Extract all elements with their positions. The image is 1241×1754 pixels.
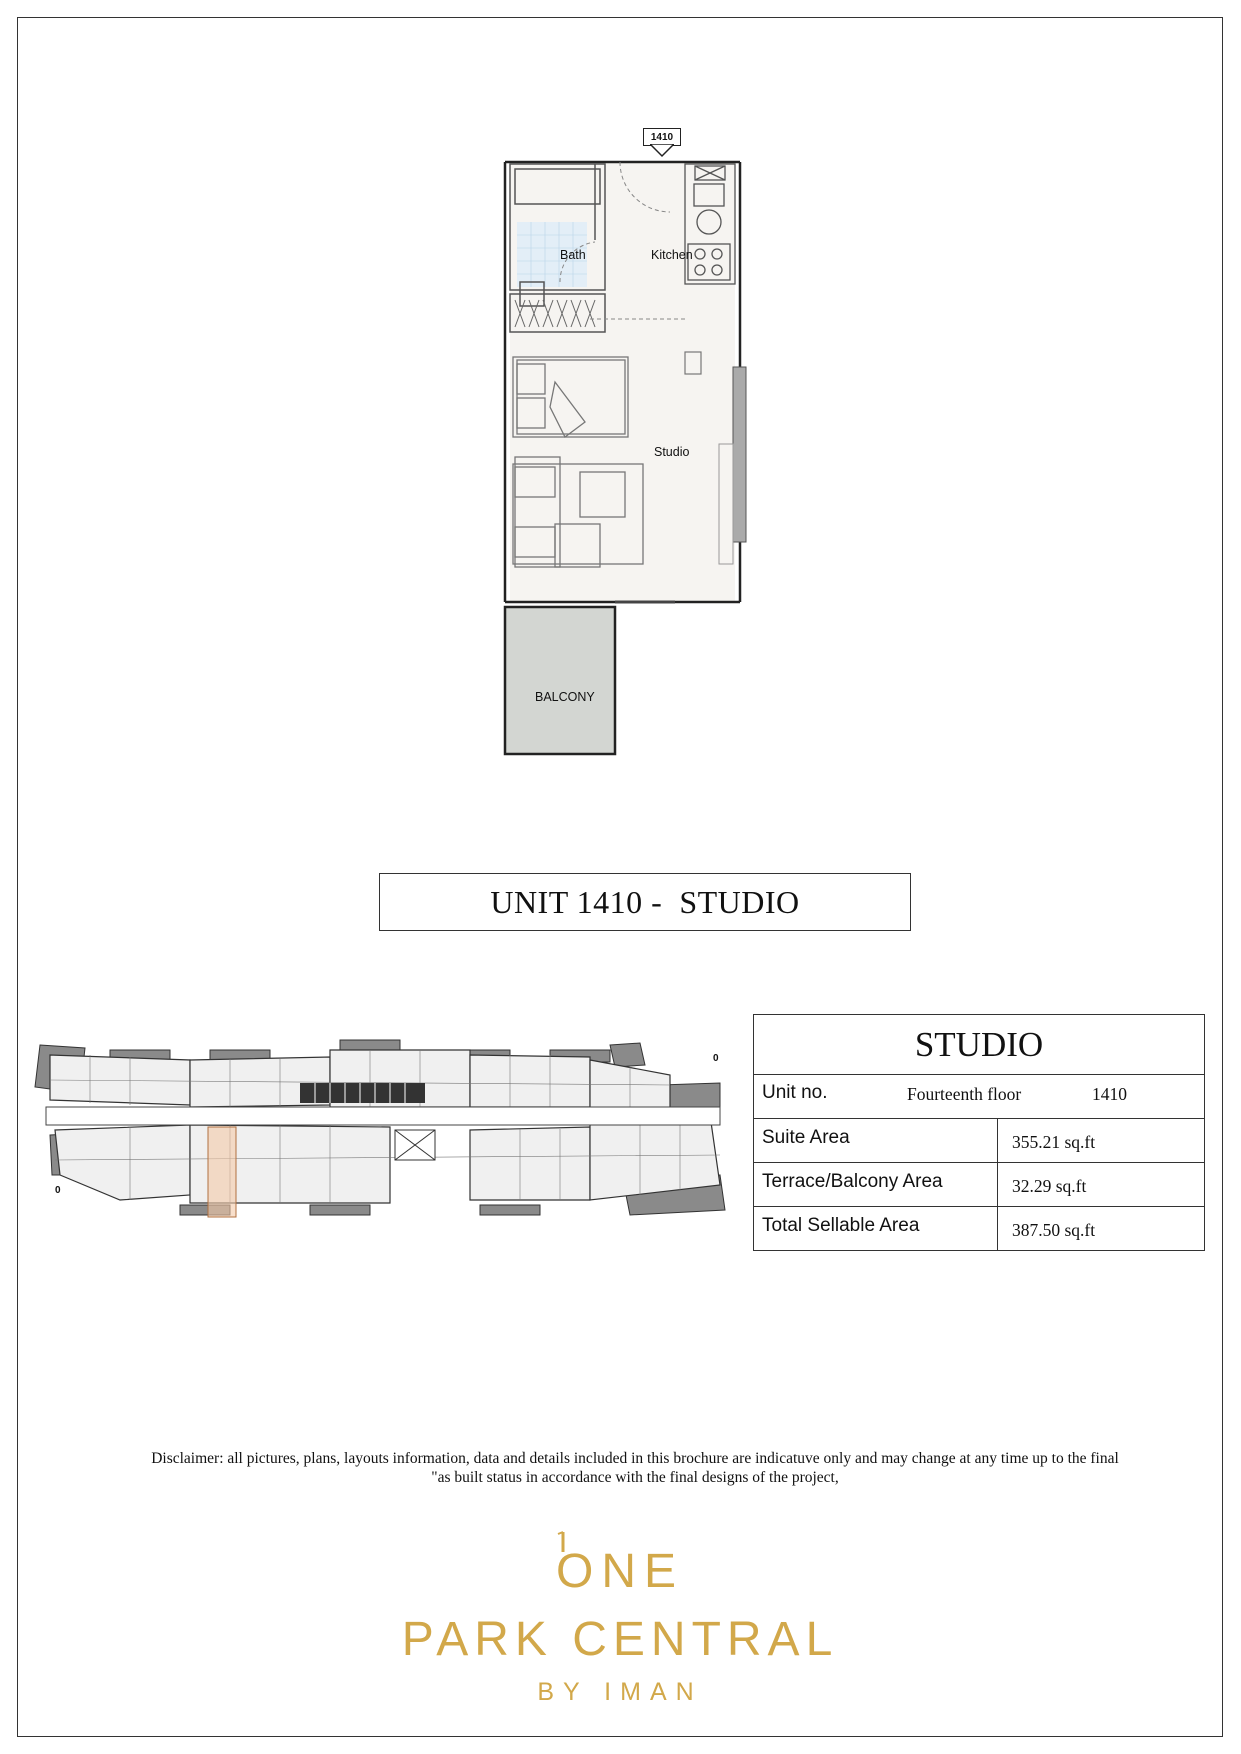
table-row <box>754 1118 1204 1162</box>
logo-line-park-central: PARK CENTRAL <box>401 1613 839 1666</box>
table-row <box>754 1162 1204 1206</box>
balcony-area-value: 32.29 sq.ft <box>1012 1176 1087 1196</box>
room-label-bath: Bath <box>560 248 586 262</box>
info-heading: STUDIO <box>914 1024 1044 1064</box>
room-label-kitchen: Kitchen <box>651 248 693 262</box>
suite-area-value: 355.21 sq.ft <box>1012 1132 1096 1152</box>
brand-logo <box>330 1530 910 1710</box>
disclaimer-line-2: "as built status in accordance with the final designs of the project, <box>431 1469 839 1486</box>
keyplan-marker-right: 0 <box>713 1053 719 1064</box>
room-label-balcony: BALCONY <box>535 690 595 704</box>
room-label-studio: Studio <box>654 445 690 459</box>
unit-number-tag: 1410 <box>643 128 681 146</box>
key-plan <box>30 1035 740 1225</box>
logo-line-one: ONE <box>555 1545 684 1598</box>
total-area-label: Total Sellable Area <box>762 1215 920 1236</box>
unit-no-label: Unit no. <box>762 1082 828 1103</box>
balcony-area-label: Terrace/Balcony Area <box>762 1171 943 1192</box>
unit-title: UNIT 1410 - STUDIO <box>379 873 911 931</box>
keyplan-marker-left: 0 <box>55 1185 61 1196</box>
unit-no-row <box>754 1074 1204 1118</box>
table-row <box>754 1206 1204 1250</box>
total-area-value: 387.50 sq.ft <box>1012 1220 1096 1240</box>
floor-plan <box>495 122 755 762</box>
logo-line-by-iman: BY IMAN <box>537 1678 703 1706</box>
suite-area-label: Suite Area <box>762 1127 850 1148</box>
disclaimer-line-1: Disclaimer: all pictures, plans, layouts information, data and details included in this brochure are indicatuve only and may change at any time up to the final <box>151 1450 1119 1467</box>
disclaimer <box>70 1449 1200 1487</box>
floor-value: Fourteenth floor <box>907 1084 1022 1104</box>
unit-info-table <box>753 1014 1205 1251</box>
unit-no-value: 1410 <box>1092 1084 1127 1104</box>
